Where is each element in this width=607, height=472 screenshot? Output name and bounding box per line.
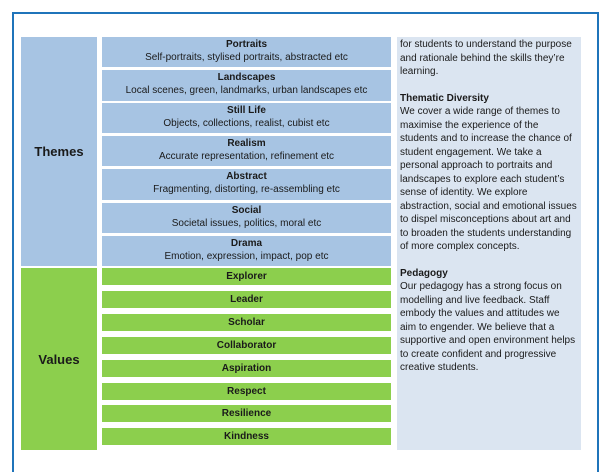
theme-row-realism: [102, 136, 391, 166]
themes-label-cell: [21, 37, 97, 266]
theme-description: Self-portraits, stylised portraits, abstracted etc: [145, 52, 348, 63]
theme-row-abstract: [102, 169, 391, 200]
theme-title: Abstract: [226, 171, 267, 182]
value-row-respect: Respect: [102, 383, 391, 400]
theme-description: Objects, collections, realist, cubist etc: [163, 118, 330, 129]
theme-description: Emotion, expression, impact, pop etc: [164, 251, 329, 262]
theme-row-still-life: [102, 103, 391, 133]
themes-label: Themes: [34, 144, 84, 159]
theme-row-social: [102, 203, 391, 233]
theme-description: Accurate representation, refinement etc: [158, 151, 335, 162]
theme-row-drama: [102, 236, 391, 266]
value-row-scholar: Scholar: [102, 314, 391, 331]
theme-title: Realism: [227, 138, 266, 149]
intro-paragraph: for students to understand the purpose and rationale behind the skills they’re learning.: [400, 39, 572, 77]
value-row-explorer: Explorer: [102, 268, 391, 285]
thematic-diversity-paragraph: We cover a wide range of themes to maximise the experience of the students and to increase the chance of student engagement. We take a personal approach to portraits and landscapes to explore each student’s sense of identity. We explore abstraction, social and emotional issues to dispel misconceptions about art and to broaden the students understanding of more complex concepts.: [400, 106, 577, 252]
value-row-leader: Leader: [102, 291, 391, 308]
value-row-resilience: Resilience: [102, 405, 391, 422]
theme-title: Drama: [230, 238, 263, 249]
theme-description: Societal issues, politics, moral etc: [171, 218, 322, 229]
theme-title: Still Life: [227, 105, 266, 116]
values-label: Values: [38, 351, 80, 367]
pedagogy-heading: Pedagogy: [400, 267, 448, 279]
value-row-kindness: Kindness: [102, 428, 391, 445]
description-column: [397, 37, 581, 450]
pedagogy-paragraph: Our pedagogy has a strong focus on modelling and live feedback. Staff embody the values and attitudes we aim to engender. We believe that a supportive and open environment helps to create confident and progressive creative students.: [400, 281, 576, 373]
theme-row-landscapes: [102, 70, 391, 101]
theme-description: Local scenes, green, landmarks, urban landscapes etc: [125, 85, 368, 96]
value-row-aspiration: Aspiration: [102, 360, 391, 377]
theme-title: Social: [231, 205, 262, 216]
values-label-cell: [21, 268, 97, 450]
theme-title: Portraits: [225, 39, 268, 50]
theme-row-portraits: [102, 37, 391, 67]
thematic-diversity-heading: Thematic Diversity: [400, 92, 489, 104]
value-row-collaborator: Collaborator: [102, 337, 391, 354]
theme-title: Landscapes: [217, 72, 276, 83]
theme-description: Fragmenting, distorting, re-assembling etc: [153, 184, 340, 195]
